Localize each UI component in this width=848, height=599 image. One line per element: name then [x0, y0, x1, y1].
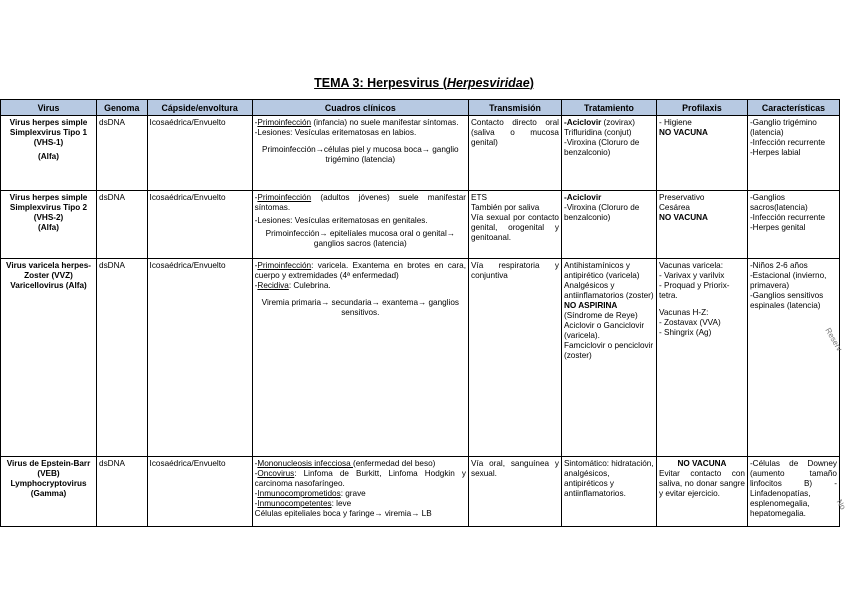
caracteristicas-cell: -Células de Downey (aumento tamaño linfocitos B) -Linfadenopatías, esplenomegalia, hepatomegalia. [747, 457, 839, 527]
virus-cell: Virus herpes simple Simplexvirus Tipo 2 (VHS-2) (Alfa) [1, 191, 97, 259]
capside-cell: Icosaédrica/Envuelto [147, 116, 252, 191]
header-genoma: Genoma [97, 100, 148, 116]
profilaxis-cell: NO VACUNA Evitar contacto con saliva, no donar sangre y evitar ejercicio. [656, 457, 747, 527]
transmision-cell: Contacto directo oral (saliva o mucosa genital) [468, 116, 561, 191]
table-row [1, 259, 840, 457]
cuadros-clinicos-cell: -Mononucleosis infecciosa (enfermedad del beso) -Oncovirus: Linfoma de Burkitt, Linfoma Hodgkin y carcinoma nasofaríngeo. -Inmunocomprometidos: grave -Inmunocompetentes: leve Células epiteliales boca y faringe→ viremia→ LB [252, 457, 468, 527]
cuadros-clinicos-cell: -Primoinfección (adultos jóvenes) suele manifestar síntomas. -Lesiones: Vesículas eritematosas en genitales. Primoinfección→ epitelíales mucosa oral o genital→ ganglios sacros (latencia) [252, 191, 468, 259]
herpesvirus-table [0, 99, 840, 527]
table-header-row [1, 100, 840, 116]
genoma-cell: dsDNA [97, 191, 148, 259]
virus-cell: Virus varicela herpes-Zoster (VVZ) Varicellovirus (Alfa) [1, 259, 97, 457]
tratamiento-cell: Antihistamínicos y antipirético (varicela) Analgésicos y antiinflamatorios (zoster) NO ASPIRINA (Síndrome de Reye) Aciclovir o Ganciclovir (varicela). Famciclovir o penciclovir (zoster) [561, 259, 656, 457]
table-row [1, 116, 840, 191]
genoma-cell: dsDNA [97, 259, 148, 457]
caracteristicas-cell: -Ganglios sacros(latencia) -Infección recurrente -Herpes genital [747, 191, 839, 259]
capside-cell: Icosaédrica/Envuelto [147, 457, 252, 527]
table-row [1, 457, 840, 527]
header-tratamiento: Tratamiento [561, 100, 656, 116]
transmision-cell: Vía oral, sanguínea y sexual. [468, 457, 561, 527]
margin-text: No [834, 497, 848, 512]
profilaxis-cell: Preservativo Cesárea NO VACUNA [656, 191, 747, 259]
capside-cell: Icosaédrica/Envuelto [147, 191, 252, 259]
cuadros-clinicos-cell: -Primoinfección: varicela. Exantema en brotes en cara, cuerpo y extremidades (4ª enfermedad) -Recidiva: Culebrina. Viremia primaria→ secundaria→ exantema→ ganglios sensitivos. [252, 259, 468, 457]
genoma-cell: dsDNA [97, 457, 148, 527]
genoma-cell: dsDNA [97, 116, 148, 191]
cuadros-clinicos-cell: -Primoinfección (infancia) no suele manifestar síntomas. -Lesiones: Vesículas eritematosas en labios. Primoinfección→células piel y mucosa boca→ ganglio trigémino (latencia) [252, 116, 468, 191]
virus-cell: Virus herpes simple Simplexvirus Tipo 1 (VHS-1) (Alfa) [1, 116, 97, 191]
margin-text: Reserv [823, 326, 844, 353]
header-capside: Cápside/envoltura [147, 100, 252, 116]
header-virus: Virus [1, 100, 97, 116]
transmision-cell: ETS También por saliva Vía sexual por contacto genital, orogenital y genitoanal. [468, 191, 561, 259]
virus-cell: Virus de Epstein-Barr (VEB) Lymphocryptovirus (Gamma) [1, 457, 97, 527]
header-cuadros-clinicos: Cuadros clínicos [252, 100, 468, 116]
transmision-cell: Vía respiratoria y conjuntiva [468, 259, 561, 457]
caracteristicas-cell: -Ganglio trigémino (latencia) -Infección recurrente -Herpes labial [747, 116, 839, 191]
tratamiento-cell: -Aciclovir (zovirax) Trifluridina (conjut) -Viroxina (Cloruro de benzalconio) [561, 116, 656, 191]
table-row [1, 191, 840, 259]
caracteristicas-cell: -Niños 2-6 años -Estacional (invierno, primavera) -Ganglios sensitivos espinales (latencia) [747, 259, 839, 457]
page-title: TEMA 3: Herpesvirus (Herpesviridae) [314, 76, 534, 90]
capside-cell: Icosaédrica/Envuelto [147, 259, 252, 457]
profilaxis-cell: Vacunas varicela: - Varivax y varilvix - Proquad y Priorix-tetra. Vacunas H-Z: - Zostavax (VVA) - Shingrix (Ag) [656, 259, 747, 457]
tratamiento-cell: -Aciclovir -Viroxina (Cloruro de benzalconio) [561, 191, 656, 259]
tratamiento-cell: Sintomático: hidratación, analgésicos, antipiréticos y antiinflamatorios. [561, 457, 656, 527]
profilaxis-cell: - Higiene NO VACUNA [656, 116, 747, 191]
header-caracteristicas: Características [747, 100, 839, 116]
header-transmision: Transmisión [468, 100, 561, 116]
header-profilaxis: Profilaxis [656, 100, 747, 116]
